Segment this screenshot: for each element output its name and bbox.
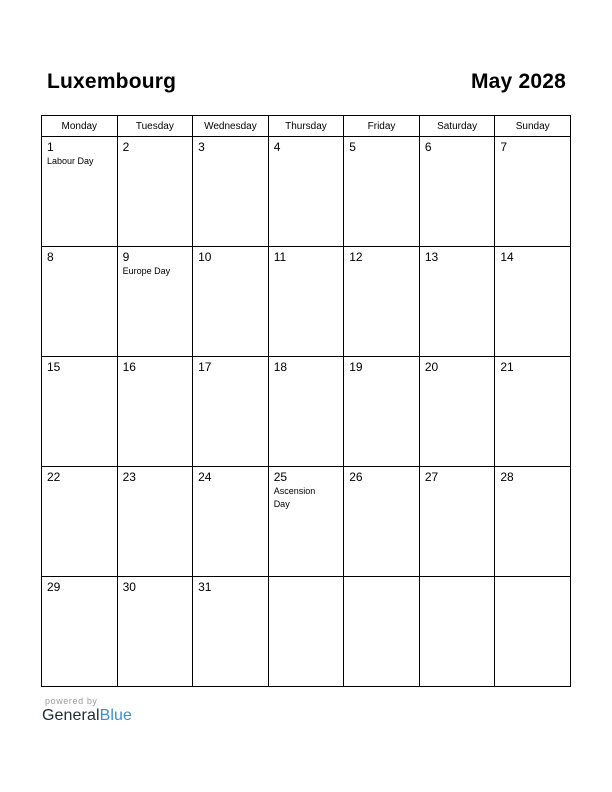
day-number: 20 xyxy=(424,360,439,374)
day-number: 8 xyxy=(47,250,54,264)
day-number: 15 xyxy=(47,360,61,374)
day-cell xyxy=(344,467,420,577)
day-cell xyxy=(419,137,495,247)
holiday-label: Labour Day xyxy=(47,156,94,166)
day-cell xyxy=(193,137,269,247)
day-cell xyxy=(42,357,118,467)
day-number: 11 xyxy=(273,250,287,264)
day-cell xyxy=(117,357,193,467)
brand-logo xyxy=(42,707,132,725)
day-number: 28 xyxy=(500,470,514,484)
day-cell xyxy=(419,247,495,357)
weekday-header: Monday xyxy=(42,116,118,137)
day-number: 30 xyxy=(122,580,136,594)
day-number: 13 xyxy=(424,250,439,264)
day-number: 24 xyxy=(198,470,212,484)
day-number: 17 xyxy=(198,360,212,374)
holiday-label: Europe Day xyxy=(122,266,171,276)
day-number: 27 xyxy=(424,470,439,484)
day-cell xyxy=(42,467,118,577)
day-cell xyxy=(193,247,269,357)
day-number: 22 xyxy=(47,470,61,484)
day-number: 1 xyxy=(47,140,54,154)
weekday-header: Sunday xyxy=(495,116,571,137)
day-number: 18 xyxy=(273,360,288,374)
holiday-label: Ascension Day xyxy=(273,486,316,509)
day-cell xyxy=(495,467,571,577)
day-cell xyxy=(42,137,118,247)
weekday-header: Thursday xyxy=(268,116,344,137)
day-cell xyxy=(268,577,344,687)
week-row xyxy=(42,247,571,357)
brand-name-part2: Blue xyxy=(99,707,133,724)
powered-by-label: powered by xyxy=(45,696,98,706)
day-number: 12 xyxy=(349,250,363,264)
day-number: 31 xyxy=(198,580,212,594)
day-cell xyxy=(117,577,193,687)
day-number: 23 xyxy=(122,470,136,484)
day-cell xyxy=(193,357,269,467)
country-title: Luxembourg xyxy=(47,70,177,93)
day-number: 6 xyxy=(424,140,432,154)
day-number: 9 xyxy=(122,250,130,264)
day-cell xyxy=(495,357,571,467)
day-cell xyxy=(419,357,495,467)
week-row xyxy=(42,357,571,467)
day-cell xyxy=(419,577,495,687)
day-cell xyxy=(344,137,420,247)
day-cell xyxy=(193,577,269,687)
weekday-header: Friday xyxy=(344,116,420,137)
week-row xyxy=(42,137,571,247)
day-number: 10 xyxy=(198,250,212,264)
day-cell xyxy=(268,357,344,467)
day-number: 2 xyxy=(122,140,130,154)
week-row xyxy=(42,577,571,687)
day-cell xyxy=(268,137,344,247)
day-number: 21 xyxy=(500,360,514,374)
weekday-header: Saturday xyxy=(419,116,495,137)
month-year-title: May 2028 xyxy=(470,70,566,93)
day-cell xyxy=(117,137,193,247)
day-cell xyxy=(344,357,420,467)
footer xyxy=(42,696,132,725)
day-cell xyxy=(419,467,495,577)
brand-name-part1: General xyxy=(42,707,100,724)
day-number: 19 xyxy=(349,360,363,374)
day-number: 14 xyxy=(500,250,514,264)
weekday-header: Wednesday xyxy=(193,116,269,137)
day-cell xyxy=(268,247,344,357)
day-cell xyxy=(42,247,118,357)
day-cell xyxy=(268,467,344,577)
day-cell xyxy=(344,577,420,687)
day-cell xyxy=(42,577,118,687)
day-cell xyxy=(193,467,269,577)
day-number: 16 xyxy=(122,360,136,374)
day-cell xyxy=(495,577,571,687)
day-number: 3 xyxy=(198,140,205,154)
day-number: 26 xyxy=(349,470,363,484)
week-row xyxy=(42,467,571,577)
day-cell xyxy=(495,247,571,357)
day-cell xyxy=(117,247,193,357)
day-number: 25 xyxy=(273,470,288,484)
day-number: 5 xyxy=(349,140,356,154)
day-cell xyxy=(344,247,420,357)
day-cell xyxy=(117,467,193,577)
calendar-grid xyxy=(41,115,571,687)
day-number: 7 xyxy=(500,140,508,154)
weekday-header: Tuesday xyxy=(117,116,193,137)
day-number: 4 xyxy=(273,140,281,154)
weekday-header-row xyxy=(42,116,571,137)
day-number: 29 xyxy=(47,580,61,594)
day-cell xyxy=(495,137,571,247)
